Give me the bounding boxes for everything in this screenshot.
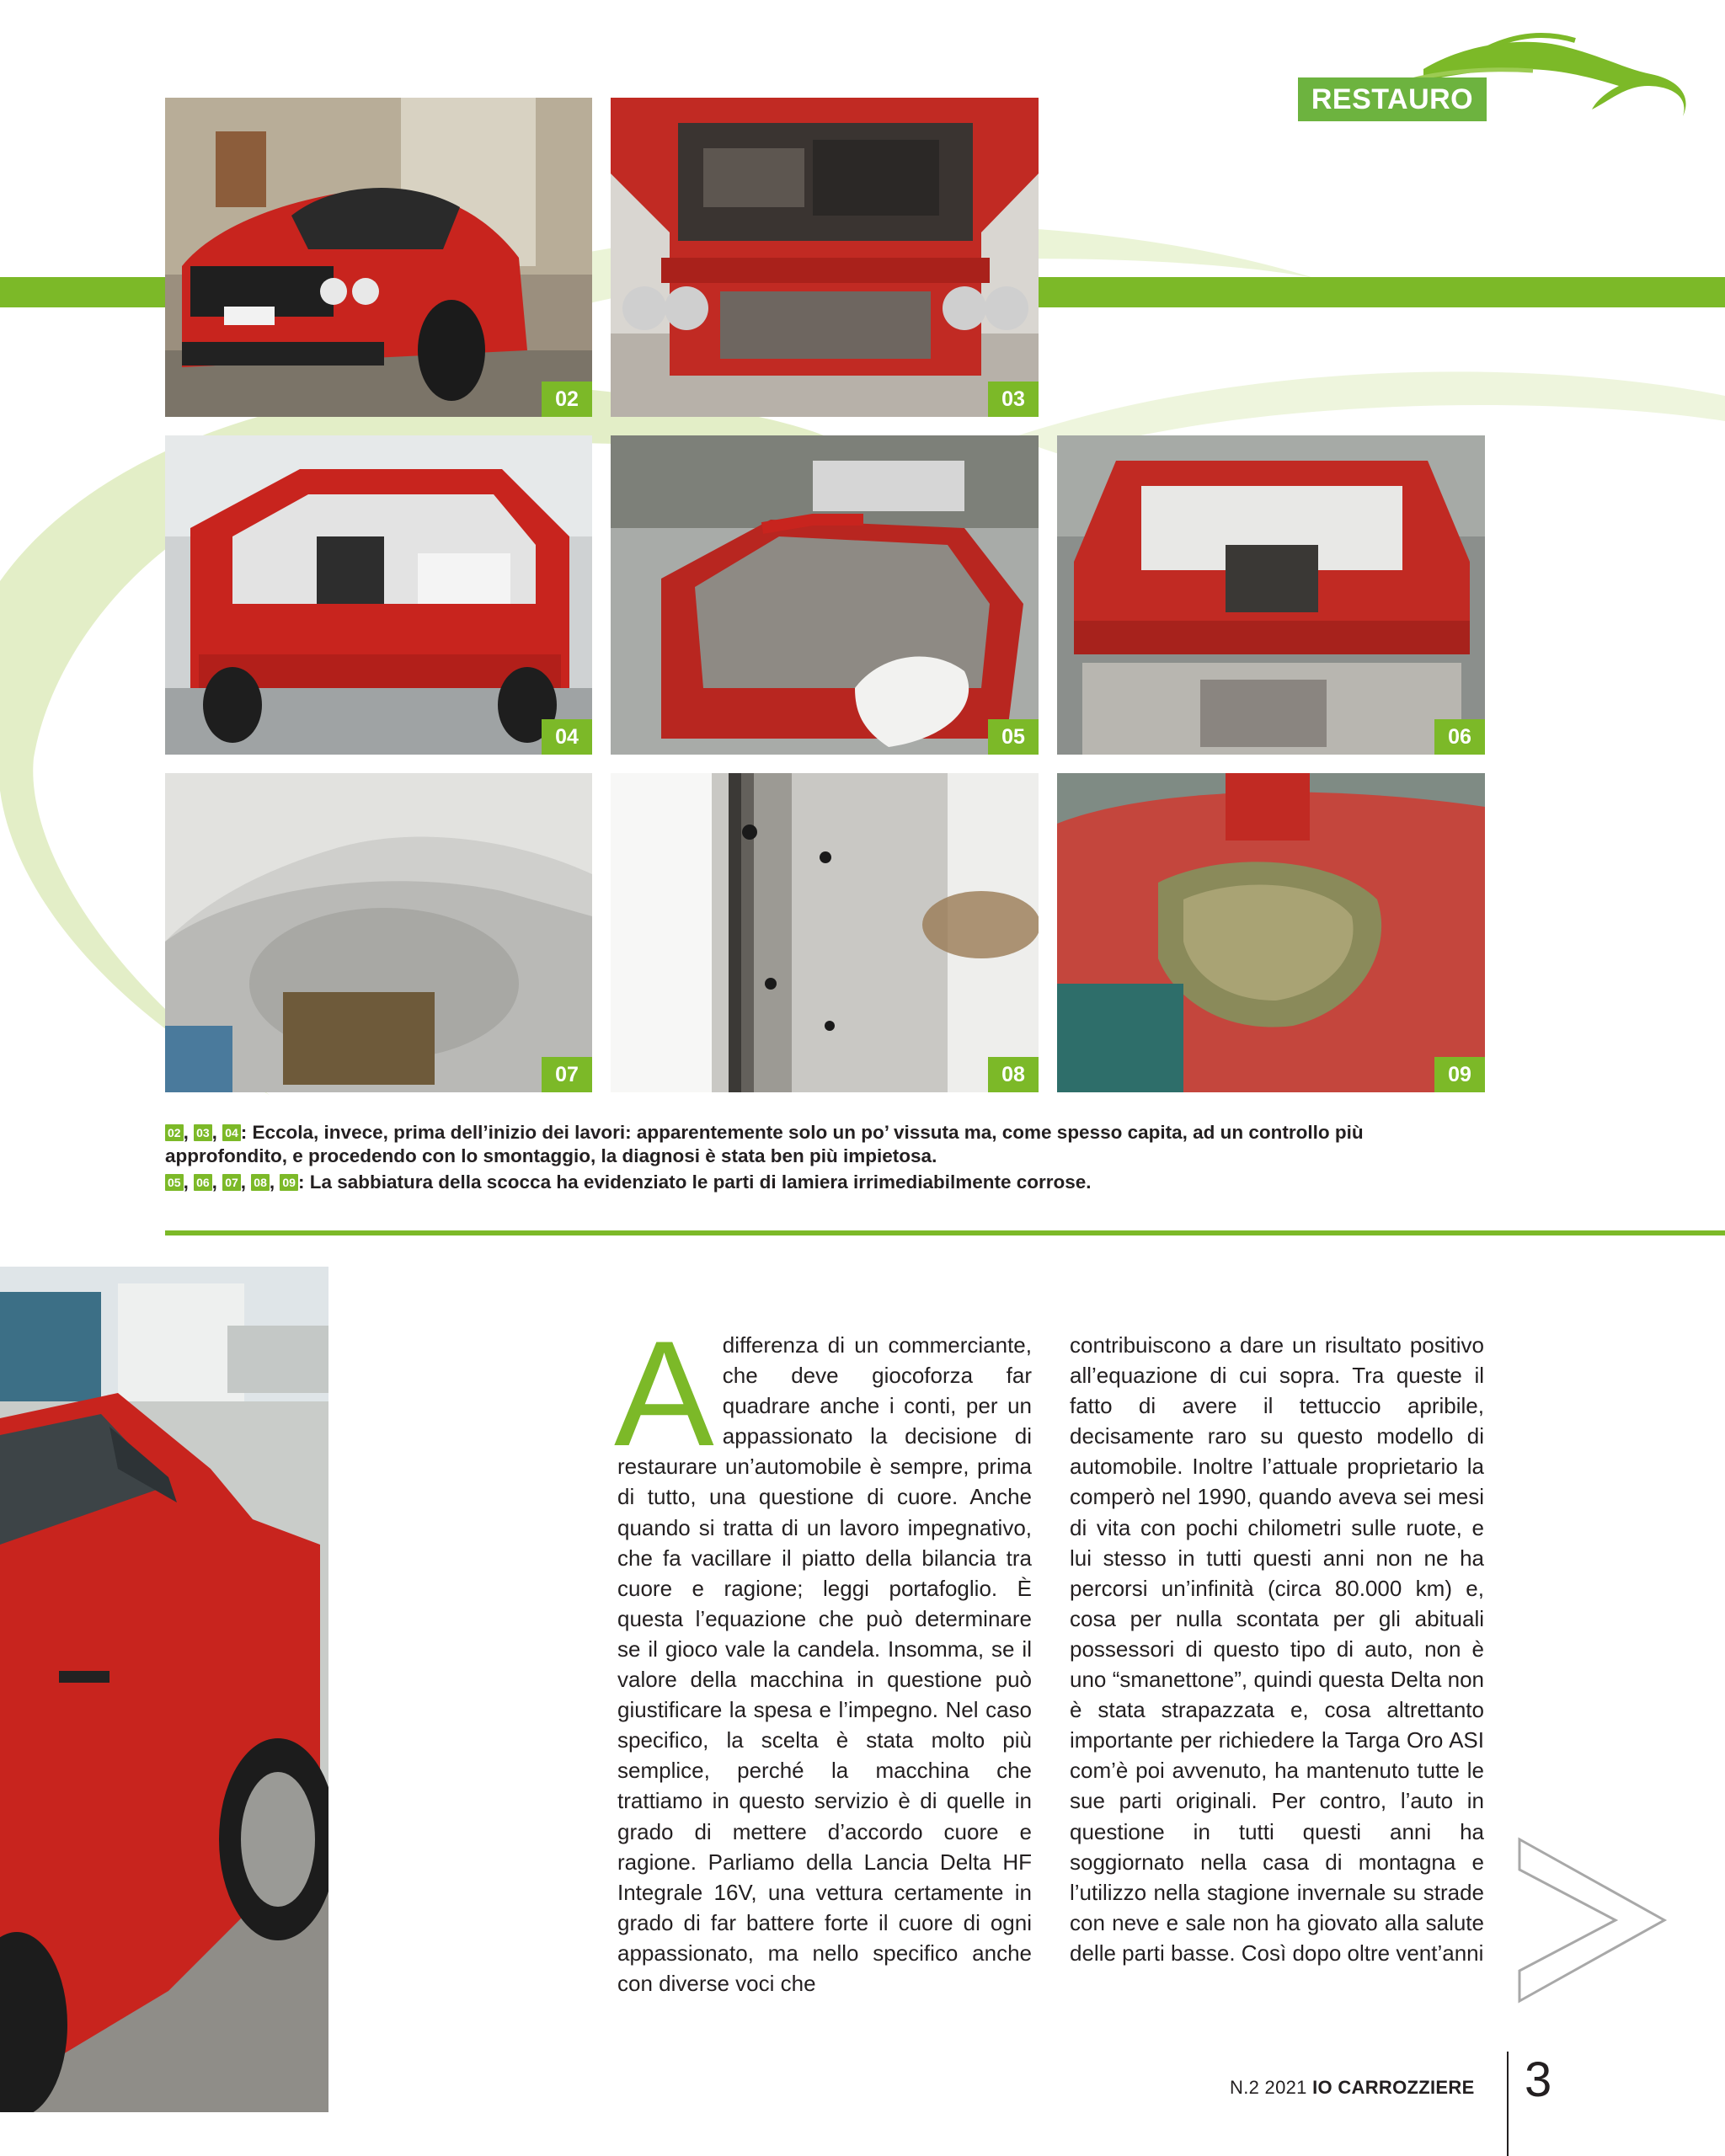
photo-number-badge: 04 xyxy=(542,719,592,755)
issue-label: N.2 2021 xyxy=(1230,2077,1307,2098)
footer-divider xyxy=(1507,2052,1509,2156)
photo-number-badge: 07 xyxy=(542,1057,592,1092)
caption-ref-badge: 05 xyxy=(165,1174,184,1191)
caption-ref-badge: 04 xyxy=(222,1124,241,1141)
caption-ref-badge: 08 xyxy=(251,1174,270,1191)
photo-05 xyxy=(611,435,1039,755)
green-rule xyxy=(165,1230,1725,1235)
article-column-1 xyxy=(614,1310,1032,1999)
continue-arrow-icon xyxy=(1516,1836,1668,2004)
footer-issue xyxy=(1230,2077,1475,2099)
magazine-name: IO CARROZZIERE xyxy=(1312,2077,1475,2098)
photo-number-badge: 06 xyxy=(1434,719,1485,755)
caption-text: : Eccola, invece, prima dell’inizio dei lavori: apparentemente solo un po’ vissuta ma, come spesso capita, ad un controllo più approfondito, e procedendo con lo smontaggio, la diagnosi è stata ben più impietosa. xyxy=(165,1122,1364,1166)
photo-03 xyxy=(611,98,1039,417)
photo-number-badge: 02 xyxy=(542,382,592,417)
photo-06 xyxy=(1057,435,1485,755)
photo-number-badge: 03 xyxy=(988,382,1039,417)
caption-ref-badge: 09 xyxy=(280,1174,298,1191)
photo-number-badge: 08 xyxy=(988,1057,1039,1092)
photo-04 xyxy=(165,435,592,755)
caption-2: 05 , 06 , 07 , 08 , 09 : La sabbiatura della scocca ha evidenziato le parti di lamiera irrimediabilmente corrose. xyxy=(165,1171,1486,1194)
photo-09 xyxy=(1057,773,1485,1092)
article-text-col2: contribuiscono a dare un risultato positivo all’equazione di cui sopra. Tra queste il fatto di avere il tettuccio apribile, decisamente raro su questo modello di automobile. Inoltre l’attuale proprietario la comperò nel 1990, quando aveva sei mesi di vita con pochi chilometri sulle ruote, e lui stesso in tutti questi anni non ne ha percorsi un’infinità (circa 80.000 km) e, cosa per nulla scontata per gli abituali possessori di questo tipo di auto, non è uno “smanettone”, quindi questa Delta non è stata strapazzata e, cosa altrettanto importante per richiedere la Targa Oro ASI com’è poi avvenuto, ha mantenuto tutte le sue parti originali. Per contro, l’auto in questione in tutti questi anni ha soggiornato nella casa di montagna e l’utilizzo nella stagione invernale su strade con neve e sale non ha giovato alla salute delle parti basse. Così dopo oltre vent’anni xyxy=(1070,1332,1484,1966)
photo-car-side xyxy=(0,1267,328,2112)
green-bar-left xyxy=(0,277,165,307)
page-number: 3 xyxy=(1525,2052,1552,2107)
dropcap: A xyxy=(614,1310,714,1477)
caption-ref-badge: 03 xyxy=(194,1124,212,1141)
photo-number-badge: 09 xyxy=(1434,1057,1485,1092)
article-column-2 xyxy=(1070,1330,1484,1968)
photo-number-badge: 05 xyxy=(988,719,1039,755)
article-text-col1: differenza di un commerciante, che deve giocoforza far quadrare anche i conti, per un appassionato la decisione di restaurare un’automobile è sempre, prima di tutto, una questione di cuore. Anche quando si tratta di un lavoro impegnativo, che fa vacillare il piatto della bilancia tra cuore e ragione; leggi portafoglio. È questa l’equazione che può determinare se il gioco vale la candela. Insomma, se il valore della macchina in questione può giustificare la spesa e l’impegno. Nel caso specifico, la scelta è stata molto più semplice, perché la macchina che trattiamo in questo servizio è di quelle in grado di mettere d’accordo cuore e ragione. Parliamo della Lancia Delta HF Integrale 16V, una vettura certamente in grado di far battere forte il cuore di ogni appassionato, ma nello specifico anche con diverse voci che xyxy=(617,1332,1032,1996)
photo-08 xyxy=(611,773,1039,1092)
caption-ref-badge: 07 xyxy=(222,1174,241,1191)
caption-ref-badge: 02 xyxy=(165,1124,184,1141)
photo-07 xyxy=(165,773,592,1092)
green-bar-right xyxy=(1039,277,1725,307)
photo-02 xyxy=(165,98,592,417)
caption-ref-badge: 06 xyxy=(194,1174,212,1191)
caption-1: 02 , 03 , 04 : Eccola, invece, prima dell’inizio dei lavori: apparentemente solo un po’ vissuta ma, come spesso capita, ad un controllo più approfondito, e procedendo con lo smontaggio, la diagnosi è stata ben più impietosa. xyxy=(165,1122,1364,1166)
caption-text: : La sabbiatura della scocca ha evidenziato le parti di lamiera irrimediabilmente corrose. xyxy=(297,1171,1092,1193)
section-tag: RESTAURO xyxy=(1298,77,1487,121)
